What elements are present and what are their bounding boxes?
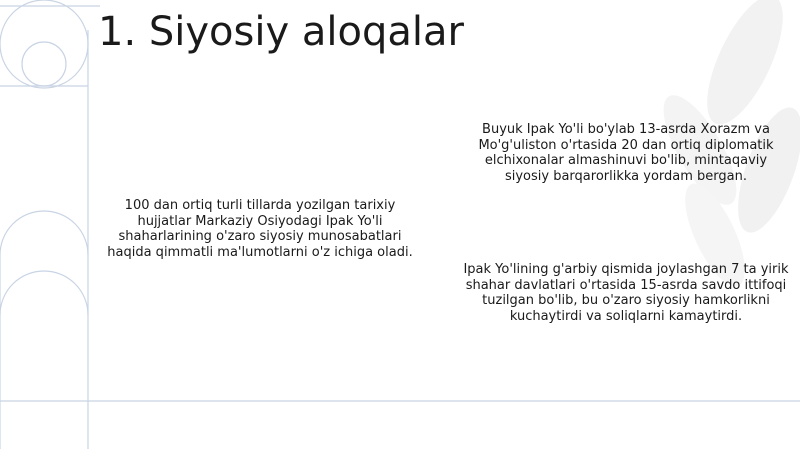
small-ring-icon <box>22 42 66 86</box>
paragraph-trade-alliance: Ipak Yo'lining g'arbiy qismida joylashgan 7 ta yirik shahar davlatlari o'rtasida 15-asrda savdo ittifoqi tuzilgan bo'lib, bu o'zaro siyosiy hamkorlikni kuchaytirdi va soliqlarni kamaytirdi. <box>463 262 789 324</box>
large-ring-icon <box>0 0 88 88</box>
paragraph-diplomatic-embassies: Buyuk Ipak Yo'li bo'ylab 13-asrda Xorazm va Mo'g'uliston o'rtasida 20 dan ortiq diplomatik elchixonalar almashinuvi bo'lib, mintaqaviy siyosiy barqarorlikka yordam bergan. <box>478 122 774 184</box>
slide-title: 1. Siyosiy aloqalar <box>98 9 464 55</box>
upper-arch-icon <box>0 211 88 255</box>
paragraph-historical-documents: 100 dan ortiq turli tillarda yozilgan tarixiy hujjatlar Markaziy Osiyodagi Ipak Yo'li shaharlarining o'zaro siyosiy munosabatlari haqida qimmatli ma'lumotlarni o'z ichiga oladi. <box>107 198 413 260</box>
lower-arch-icon <box>0 271 88 315</box>
